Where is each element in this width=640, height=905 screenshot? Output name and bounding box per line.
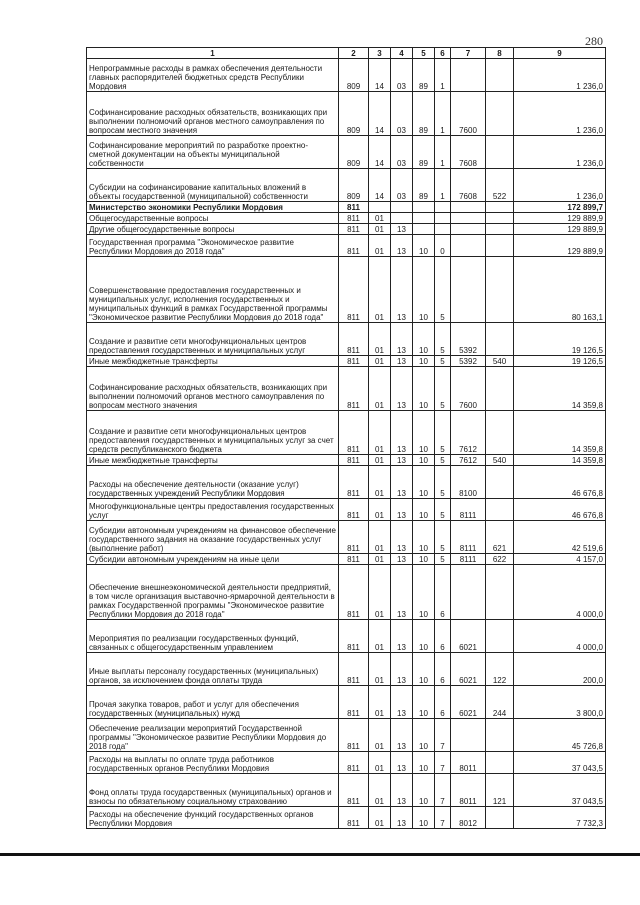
expense-type-code: [486, 213, 514, 224]
ministry-code: 811: [339, 521, 369, 554]
amount: 1 236,0: [514, 92, 606, 136]
direction-code: 7612: [451, 455, 486, 466]
amount: 19 126,5: [514, 323, 606, 356]
row-description: Непрограммные расходы в рамках обеспечения деятельности главных распорядителей бюджетных средств Республики Мордовия: [87, 59, 339, 92]
program-code: 10: [413, 686, 435, 719]
section-code: 01: [369, 367, 391, 411]
program-code: 10: [413, 554, 435, 565]
ministry-code: 809: [339, 136, 369, 169]
program-code: 89: [413, 92, 435, 136]
amount: 45 726,8: [514, 719, 606, 752]
program-code: 10: [413, 411, 435, 455]
table-row: [87, 202, 606, 213]
table-row: [87, 653, 606, 686]
section-code: 01: [369, 686, 391, 719]
subsection-code: 13: [391, 257, 413, 323]
table-row: [87, 257, 606, 323]
section-code: 01: [369, 565, 391, 620]
subprogram-code: 5: [435, 521, 451, 554]
section-code: 01: [369, 213, 391, 224]
subprogram-code: 5: [435, 323, 451, 356]
subsection-code: 13: [391, 719, 413, 752]
page-bottom-rule: [0, 853, 640, 856]
amount: 172 899,7: [514, 202, 606, 213]
table-row: [87, 466, 606, 499]
subprogram-code: 6: [435, 653, 451, 686]
expense-type-code: 244: [486, 686, 514, 719]
table-row: [87, 521, 606, 554]
expense-type-code: [486, 367, 514, 411]
subprogram-code: 6: [435, 620, 451, 653]
ministry-code: 811: [339, 565, 369, 620]
table-row: [87, 367, 606, 411]
section-code: 01: [369, 774, 391, 807]
amount: 129 889,9: [514, 235, 606, 257]
header-cell: 1: [87, 48, 339, 59]
expense-type-code: [486, 235, 514, 257]
subprogram-code: 1: [435, 92, 451, 136]
expense-type-code: [486, 752, 514, 774]
subsection-code: 13: [391, 774, 413, 807]
direction-code: [451, 719, 486, 752]
subprogram-code: 6: [435, 686, 451, 719]
row-description: Создание и развитие сети многофункциональных центров предоставления государственных и муниципальных услуг: [87, 323, 339, 356]
row-description: Общегосударственные вопросы: [87, 213, 339, 224]
ministry-code: 811: [339, 719, 369, 752]
header-cell: 2: [339, 48, 369, 59]
amount: 4 157,0: [514, 554, 606, 565]
program-code: 10: [413, 323, 435, 356]
expense-type-code: [486, 202, 514, 213]
row-description: Софинансирование мероприятий по разработке проектно-сметной документации на объекты муниципальной собственности: [87, 136, 339, 169]
subprogram-code: 7: [435, 719, 451, 752]
subsection-code: 13: [391, 686, 413, 719]
subsection-code: 13: [391, 367, 413, 411]
expense-type-code: [486, 411, 514, 455]
program-code: 10: [413, 653, 435, 686]
table-row: [87, 169, 606, 202]
expense-type-code: 122: [486, 653, 514, 686]
amount: 129 889,9: [514, 213, 606, 224]
subsection-code: 13: [391, 224, 413, 235]
amount: 1 236,0: [514, 136, 606, 169]
section-code: 01: [369, 521, 391, 554]
table-row: [87, 686, 606, 719]
table-row: [87, 774, 606, 807]
amount: 3 800,0: [514, 686, 606, 719]
program-code: 10: [413, 466, 435, 499]
direction-code: [451, 59, 486, 92]
subsection-code: 13: [391, 499, 413, 521]
direction-code: 7612: [451, 411, 486, 455]
section-code: 01: [369, 257, 391, 323]
table-row: [87, 499, 606, 521]
header-cell: 5: [413, 48, 435, 59]
program-code: 10: [413, 521, 435, 554]
expense-type-code: 621: [486, 521, 514, 554]
section-code: 01: [369, 554, 391, 565]
program-code: 10: [413, 455, 435, 466]
section-code: 01: [369, 653, 391, 686]
amount: 37 043,5: [514, 774, 606, 807]
expense-type-code: [486, 499, 514, 521]
program-code: 10: [413, 367, 435, 411]
expense-type-code: [486, 323, 514, 356]
subprogram-code: 5: [435, 554, 451, 565]
subprogram-code: [435, 202, 451, 213]
expense-type-code: [486, 257, 514, 323]
amount: 42 519,6: [514, 521, 606, 554]
subsection-code: 13: [391, 455, 413, 466]
direction-code: 8111: [451, 499, 486, 521]
subprogram-code: 0: [435, 235, 451, 257]
subprogram-code: 5: [435, 257, 451, 323]
subsection-code: 03: [391, 92, 413, 136]
row-description: Расходы на обеспечение функций государственных органов Республики Мордовия: [87, 807, 339, 829]
row-description: Обеспечение реализации мероприятий Государственной программы "Экономическое развитие Республики Мордовия до 2018 года": [87, 719, 339, 752]
subsection-code: 03: [391, 169, 413, 202]
subprogram-code: 5: [435, 455, 451, 466]
header-cell: 7: [451, 48, 486, 59]
amount: 4 000,0: [514, 565, 606, 620]
ministry-code: 811: [339, 455, 369, 466]
expense-type-code: [486, 59, 514, 92]
direction-code: 8100: [451, 466, 486, 499]
page-number: 280: [585, 34, 603, 48]
table-row: [87, 92, 606, 136]
table-row: [87, 213, 606, 224]
expense-type-code: 540: [486, 455, 514, 466]
table-row: [87, 455, 606, 466]
program-code: 10: [413, 565, 435, 620]
amount: 46 676,8: [514, 466, 606, 499]
subsection-code: 03: [391, 136, 413, 169]
direction-code: 8011: [451, 752, 486, 774]
table-row: [87, 136, 606, 169]
program-code: 89: [413, 169, 435, 202]
ministry-code: 809: [339, 59, 369, 92]
amount: 1 236,0: [514, 59, 606, 92]
row-description: Министерство экономики Республики Мордовия: [87, 202, 339, 213]
program-code: 10: [413, 752, 435, 774]
section-code: 14: [369, 92, 391, 136]
amount: 14 359,8: [514, 367, 606, 411]
direction-code: [451, 565, 486, 620]
program-code: 10: [413, 807, 435, 829]
direction-code: 6021: [451, 686, 486, 719]
direction-code: [451, 202, 486, 213]
row-description: Софинансирование расходных обязательств, возникающих при выполнении полномочий органов местного самоуправления по вопросам местного значения: [87, 367, 339, 411]
subsection-code: 13: [391, 411, 413, 455]
row-description: Создание и развитие сети многофункциональных центров предоставления государственных и муниципальных услуг за счет средств республиканского бюджета: [87, 411, 339, 455]
program-code: 89: [413, 136, 435, 169]
amount: 14 359,8: [514, 411, 606, 455]
subprogram-code: 5: [435, 411, 451, 455]
subprogram-code: 1: [435, 169, 451, 202]
program-code: 10: [413, 235, 435, 257]
row-description: Фонд оплаты труда государственных (муниципальных) органов и взносы по обязательному социальному страхованию: [87, 774, 339, 807]
ministry-code: 811: [339, 752, 369, 774]
direction-code: 6021: [451, 653, 486, 686]
subprogram-code: [435, 213, 451, 224]
amount: 80 163,1: [514, 257, 606, 323]
section-code: 01: [369, 719, 391, 752]
row-description: Иные межбюджетные трансферты: [87, 356, 339, 367]
table-row: [87, 752, 606, 774]
ministry-code: 811: [339, 235, 369, 257]
ministry-code: 811: [339, 466, 369, 499]
subsection-code: 13: [391, 807, 413, 829]
expense-type-code: [486, 807, 514, 829]
expense-type-code: 622: [486, 554, 514, 565]
program-code: [413, 202, 435, 213]
section-code: 01: [369, 455, 391, 466]
amount: 37 043,5: [514, 752, 606, 774]
amount: 14 359,8: [514, 455, 606, 466]
section-code: 01: [369, 752, 391, 774]
header-cell: 3: [369, 48, 391, 59]
subsection-code: 13: [391, 521, 413, 554]
subprogram-code: 6: [435, 565, 451, 620]
subsection-code: 13: [391, 323, 413, 356]
program-code: 10: [413, 356, 435, 367]
subprogram-code: 7: [435, 807, 451, 829]
program-code: 10: [413, 774, 435, 807]
budget-table: [86, 47, 606, 829]
table-row: [87, 620, 606, 653]
ministry-code: 811: [339, 774, 369, 807]
direction-code: 5392: [451, 323, 486, 356]
program-code: [413, 213, 435, 224]
subsection-code: 13: [391, 554, 413, 565]
table-row: [87, 411, 606, 455]
header-cell: 9: [514, 48, 606, 59]
table-row: [87, 807, 606, 829]
direction-code: [451, 257, 486, 323]
header-cell: 4: [391, 48, 413, 59]
expense-type-code: [486, 565, 514, 620]
header-cell: 8: [486, 48, 514, 59]
program-code: 10: [413, 620, 435, 653]
header-row: [87, 48, 606, 59]
program-code: [413, 224, 435, 235]
expense-type-code: 522: [486, 169, 514, 202]
expense-type-code: [486, 224, 514, 235]
table-body: [87, 59, 606, 829]
row-description: Иные межбюджетные трансферты: [87, 455, 339, 466]
direction-code: 8011: [451, 774, 486, 807]
row-description: Обеспечение внешнеэкономической деятельности предприятий, в том числе организация выставочно-ярмарочной деятельности в рамках Государственной программы "Экономическое развитие Республики Мордовия до 2018 года": [87, 565, 339, 620]
row-description: Субсидии на софинансирование капитальных вложений в объекты государственной (муниципальной) собственности: [87, 169, 339, 202]
section-code: 01: [369, 323, 391, 356]
table-row: [87, 719, 606, 752]
direction-code: 5392: [451, 356, 486, 367]
section-code: [369, 202, 391, 213]
direction-code: 7600: [451, 92, 486, 136]
row-description: Софинансирование расходных обязательств, возникающих при выполнении полномочий органов местного самоуправления по вопросам местного значения: [87, 92, 339, 136]
row-description: Государственная программа "Экономическое развитие Республики Мордовия до 2018 года": [87, 235, 339, 257]
subsection-code: 03: [391, 59, 413, 92]
ministry-code: 811: [339, 620, 369, 653]
ministry-code: 809: [339, 169, 369, 202]
row-description: Мероприятия по реализации государственных функций, связанных с общегосударственным управлением: [87, 620, 339, 653]
direction-code: [451, 235, 486, 257]
subsection-code: 13: [391, 466, 413, 499]
ministry-code: 811: [339, 224, 369, 235]
ministry-code: 811: [339, 202, 369, 213]
table-row: [87, 323, 606, 356]
row-description: Субсидии автономным учреждениям на финансовое обеспечение государственного задания на оказание государственных услуг (выполнение работ): [87, 521, 339, 554]
section-code: 01: [369, 235, 391, 257]
subsection-code: 13: [391, 653, 413, 686]
subsection-code: [391, 202, 413, 213]
ministry-code: 811: [339, 411, 369, 455]
ministry-code: 811: [339, 213, 369, 224]
row-description: Прочая закупка товаров, работ и услуг для обеспечения государственных (муниципальных) нужд: [87, 686, 339, 719]
subprogram-code: 5: [435, 367, 451, 411]
section-code: 14: [369, 136, 391, 169]
row-description: Совершенствование предоставления государственных и муниципальных услуг, исполнения государственных и муниципальных функций в рамках Государственной программы "Экономическое развитие Республики Мордовия до 2018 года": [87, 257, 339, 323]
amount: 1 236,0: [514, 169, 606, 202]
section-code: 01: [369, 224, 391, 235]
expense-type-code: [486, 719, 514, 752]
ministry-code: 811: [339, 686, 369, 719]
direction-code: [451, 224, 486, 235]
section-code: 14: [369, 59, 391, 92]
amount: 200,0: [514, 653, 606, 686]
section-code: 01: [369, 356, 391, 367]
subsection-code: 13: [391, 356, 413, 367]
direction-code: 7608: [451, 169, 486, 202]
direction-code: 8012: [451, 807, 486, 829]
subprogram-code: 5: [435, 499, 451, 521]
table-row: [87, 356, 606, 367]
expense-type-code: [486, 136, 514, 169]
section-code: 14: [369, 169, 391, 202]
header-cell: 6: [435, 48, 451, 59]
expense-type-code: 121: [486, 774, 514, 807]
subprogram-code: 7: [435, 774, 451, 807]
section-code: 01: [369, 499, 391, 521]
row-description: Многофункциональные центры предоставления государственных услуг: [87, 499, 339, 521]
ministry-code: 811: [339, 653, 369, 686]
direction-code: [451, 213, 486, 224]
ministry-code: 811: [339, 807, 369, 829]
subsection-code: [391, 213, 413, 224]
ministry-code: 811: [339, 499, 369, 521]
ministry-code: 811: [339, 323, 369, 356]
subprogram-code: [435, 224, 451, 235]
table-row: [87, 59, 606, 92]
subprogram-code: 1: [435, 59, 451, 92]
section-code: 01: [369, 466, 391, 499]
ministry-code: 809: [339, 92, 369, 136]
amount: 129 889,9: [514, 224, 606, 235]
direction-code: 7600: [451, 367, 486, 411]
expense-type-code: 540: [486, 356, 514, 367]
subprogram-code: 5: [435, 356, 451, 367]
subsection-code: 13: [391, 235, 413, 257]
program-code: 10: [413, 257, 435, 323]
row-description: Субсидии автономным учреждениям на иные цели: [87, 554, 339, 565]
ministry-code: 811: [339, 257, 369, 323]
subprogram-code: 1: [435, 136, 451, 169]
subsection-code: 13: [391, 620, 413, 653]
row-description: Другие общегосударственные вопросы: [87, 224, 339, 235]
section-code: 01: [369, 807, 391, 829]
ministry-code: 811: [339, 554, 369, 565]
table-row: [87, 554, 606, 565]
subprogram-code: 7: [435, 752, 451, 774]
expense-type-code: [486, 92, 514, 136]
row-description: Расходы на обеспечение деятельности (оказание услуг) государственных учреждений Республики Мордовия: [87, 466, 339, 499]
direction-code: 8111: [451, 554, 486, 565]
subsection-code: 13: [391, 752, 413, 774]
amount: 19 126,5: [514, 356, 606, 367]
ministry-code: 811: [339, 356, 369, 367]
row-description: Иные выплаты персоналу государственных (муниципальных) органов, за исключением фонда оплаты труда: [87, 653, 339, 686]
subprogram-code: 5: [435, 466, 451, 499]
amount: 46 676,8: [514, 499, 606, 521]
direction-code: 7608: [451, 136, 486, 169]
expense-type-code: [486, 466, 514, 499]
amount: 7 732,3: [514, 807, 606, 829]
ministry-code: 811: [339, 367, 369, 411]
program-code: 89: [413, 59, 435, 92]
row-description: Расходы на выплаты по оплате труда работников государственных органов Республики Мордовия: [87, 752, 339, 774]
direction-code: 8111: [451, 521, 486, 554]
section-code: 01: [369, 620, 391, 653]
program-code: 10: [413, 499, 435, 521]
table-row: [87, 224, 606, 235]
direction-code: 6021: [451, 620, 486, 653]
program-code: 10: [413, 719, 435, 752]
section-code: 01: [369, 411, 391, 455]
table-row: [87, 235, 606, 257]
subsection-code: 13: [391, 565, 413, 620]
amount: 4 000,0: [514, 620, 606, 653]
table-row: [87, 565, 606, 620]
expense-type-code: [486, 620, 514, 653]
